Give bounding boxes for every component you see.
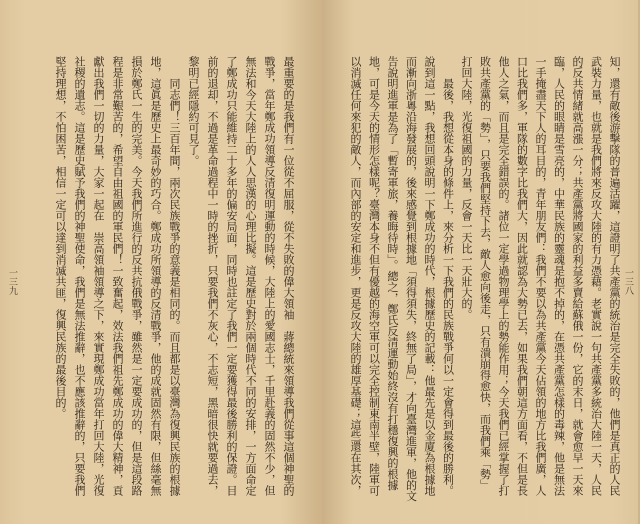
text-column: 而漸向浙粵沿海發展的，後來感覺到根據地「須得須失，終無了局」，才向臺灣進軍，他的文 <box>404 56 418 502</box>
text-column: 無法和今天大陸上的人人思漢的心理比擬。這是歷史對於兩個時代不同的安排，一方面命定 <box>244 56 257 496</box>
text-column: 武裝力量，也就是我們將來反攻大陸的有力憑藉。老實說一句共產黨多統治大陸一天，人民 <box>589 56 603 496</box>
text-column: 社稷的遺志。這是歷史賦予我們的神聖使命，我們是無法推辭，也不應該推辭的，只要我們 <box>73 56 86 496</box>
text-column: 同志們！三百年間，兩次民族戰爭的意義是相同的。而且都是以臺灣為復興民族的根據 <box>168 78 181 496</box>
text-column: 告說明進軍是為了「暫寄軍旅，養晦待時」。總之，鄭氏反清運動始終沒有打穩復興的根據 <box>386 56 399 491</box>
text-column: 以消滅任何來犯的敵人，而內部的安定和進步，更是反攻大陸的雄厚基礎；這些還在其次， <box>349 56 362 496</box>
page-number: 一三九 <box>7 268 17 295</box>
text-column: 地，這眞是歷史上最奇妙的巧合。鄭成功所領導的反清戰爭，他的成就固然有限，但絲毫無 <box>149 56 162 496</box>
right-page <box>322 0 638 524</box>
text-column: 最重要的是我們有一位從不屈服，從不失敗的偉大領袖 蔣總統來領導我們從事這個神聖的 <box>282 56 295 496</box>
text-column: 獻出我們一切的力量，大家一起在 崇高領袖領導之下，來實現鄭成功當年打回大陸，光復 <box>92 56 105 496</box>
text-column: 打回大陸，光復祖國的力量，反會一天比一天壯大的。 <box>460 56 473 320</box>
left-page <box>0 0 318 524</box>
page-number: 一三八 <box>623 268 633 295</box>
text-column: 敗共產黨的「勢」，只要我們堅持下去，敵人愈向後走，只有潰崩得愈快，而我們乘「勢」 <box>478 56 492 491</box>
text-column: 一手掩盡天下人的耳目的，青年朋友們：我們不要以為共產黨今天佔領的地方比我們廣，人 <box>534 56 547 496</box>
text-column: 他人之氣，而且是完全錯誤的。諸位一定學過物理學上的勢能作用；今天我們已經掌握了打 <box>497 56 510 496</box>
text-column: 說到這一點，我想回頭說明一下鄭成功的時代，根據歷史的記載：他最先是以金廈為根據地 <box>423 56 436 496</box>
text-column: 的反共情緒就高漲一分；共產黨將國家的利益多賣給蘇俄一份，它的末日，就會愈早一天來 <box>571 56 584 496</box>
text-column: 堅持理想，不怕困苦，相信一定可以達到消滅共匪，復興民族的最後目的。 <box>54 56 67 419</box>
text-column: 戰爭，當年鄭成功領導反清復明運動的時候，大陸上的愛國志士，千里赴義的固然不少，但 <box>263 56 276 496</box>
text-column: 知，還有敵後游擊隊的普遍活躍，這證明了共產黨的統治是完全失敗的，他們是真正的人民 <box>608 56 621 496</box>
text-column: 臨，人民的眼睛是雪亮的，中華民族的靈魂是抱不掉的，在憑共產黨怎樣的毒辣，他是無法 <box>552 56 566 496</box>
text-column: 程是非常艱苦的，希望自由祖國的軍民們！一致奮起，效法我們祖先鄭成功的偉大精神，貢 <box>111 56 124 496</box>
text-column: 地，可是今天的情形怎樣呢？臺灣本身不但有優越的海空軍可以完全控制東南半壁，陸軍可 <box>367 56 381 496</box>
text-column: 了鄭成功只能維持二十多年的偏安局面，同時也註定了我們一定要獲得最後勝利的保證。目 <box>225 56 238 496</box>
text-column: 最後，我想從本身的條件上，來分析一下我們的民族戰爭何以一定會得到最後的勝利。 <box>441 78 455 496</box>
text-column: 口比我們多，軍隊的數字比我們大，因此就認為大勢已去，如果我們朝這方面看，不但是長 <box>515 56 529 496</box>
text-column: 黎明已經隱約可見了。 <box>187 56 200 166</box>
text-column: 損於鄭氏一生的完美。今天我們所進行的反共抗俄戰爭，雖然是一定要成功的，但是這段路 <box>130 56 143 496</box>
text-column: 前的退却，不過是革命過程中一時的挫折，只要我們不灰心，不志短，黑暗很快就要過去， <box>206 56 219 496</box>
